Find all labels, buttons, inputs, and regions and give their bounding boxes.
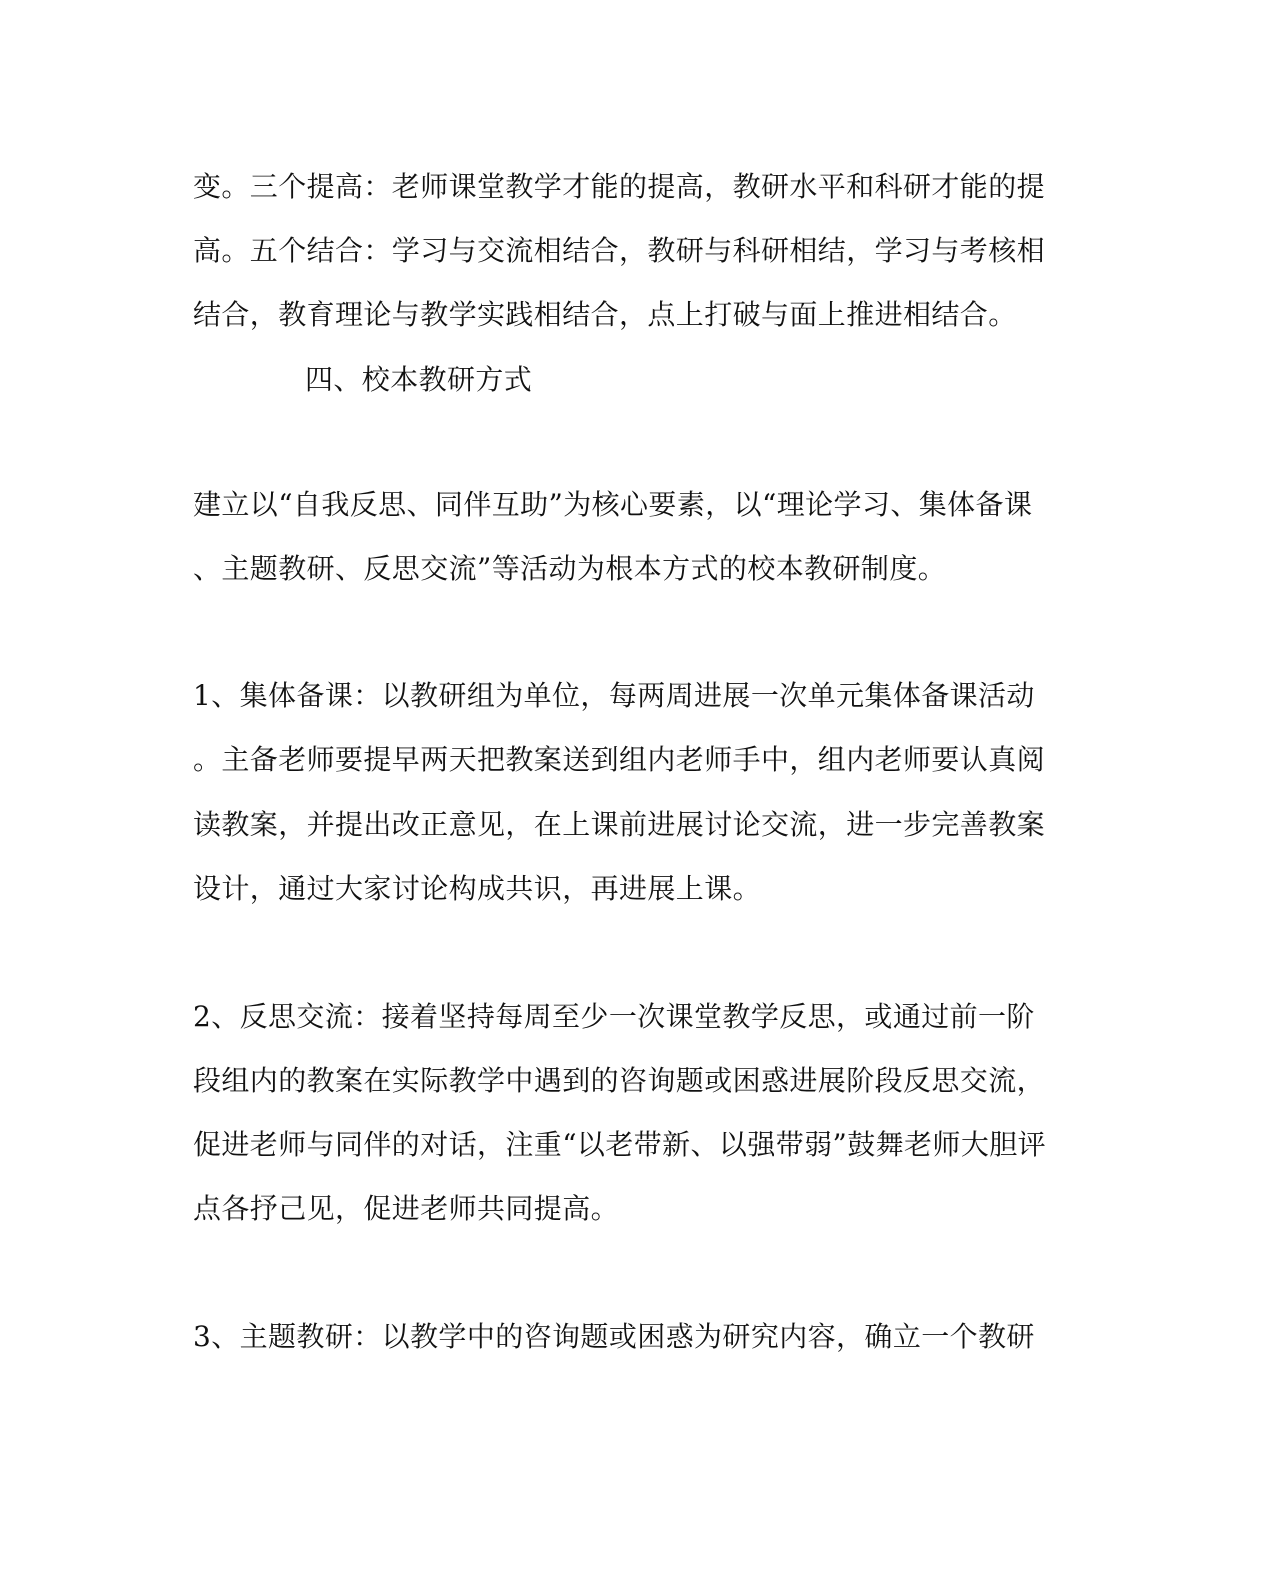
item-2-line-3: 促进老师与同伴的对话，注重“以老带新、以强带弱”鼓舞老师大胆评 <box>193 1128 1047 1161</box>
item-1-line-2: 。主备老师要提早两天把教案送到组内老师手中，组内老师要认真阅 <box>193 743 1046 776</box>
item-2-line-4: 点各抒己见，促进老师共同提高。 <box>193 1192 620 1225</box>
item-2-line-1: 2、反思交流：接着坚持每周至少一次课堂教学反思，或通过前一阶 <box>193 1000 1035 1033</box>
intro-line-2: 高。五个结合：学习与交流相结合，教研与科研相结，学习与考核相 <box>193 234 1046 267</box>
system-line-1: 建立以“自我反思、同伴互助”为核心要素，以“理论学习、集体备课 <box>193 488 1033 521</box>
item-1-line-3: 读教案，并提出改正意见，在上课前进展讨论交流，进一步完善教案 <box>193 808 1046 841</box>
section-heading: 四、校本教研方式 <box>305 363 533 396</box>
intro-line-1: 变。三个提高：老师课堂教学才能的提高，教研水平和科研才能的提 <box>193 170 1046 203</box>
item-3-line-1: 3、主题教研：以教学中的咨询题或困惑为研究内容，确立一个教研 <box>193 1320 1035 1353</box>
item-2-line-2: 段组内的教案在实际教学中遇到的咨询题或困惑进展阶段反思交流， <box>193 1064 1046 1097</box>
intro-line-3: 结合，教育理论与教学实践相结合，点上打破与面上推进相结合。 <box>193 298 1017 331</box>
system-line-2: 、主题教研、反思交流”等活动为根本方式的校本教研制度。 <box>193 552 947 585</box>
item-1-line-1: 1、集体备课：以教研组为单位，每两周进展一次单元集体备课活动 <box>193 679 1035 712</box>
item-1-line-4: 设计，通过大家讨论构成共识，再进展上课。 <box>193 872 762 905</box>
